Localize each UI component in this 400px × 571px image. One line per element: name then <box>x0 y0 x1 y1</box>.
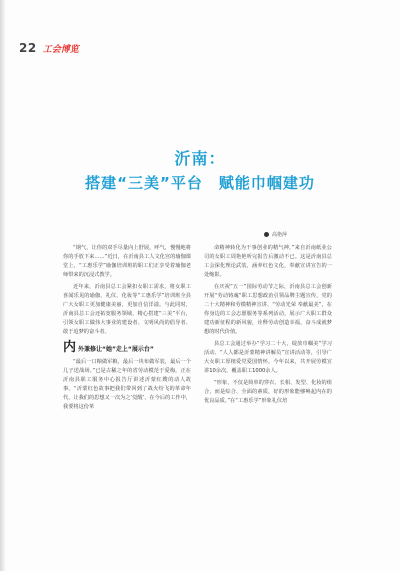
subheading-initial: 内 <box>63 340 77 355</box>
magazine-name: 工会博览 <box>42 44 79 55</box>
right-paragraph-1: 命精神转化为干事创业的精气神。”来自沂南纸业公司的女职工周艳艳听完报告后激动不已。这是沂南县总工会深化理论武装，涵养红色文化，奉献宣讲宣告的一处缩影。 <box>204 245 332 278</box>
right-paragraph-4: “形象，不仅是简单的穿衣、长相、发型、化妆的组合，而是综合、全面的素质，好的形象能够唤起内在的优良品质。”在“工惠乐学”形象礼仪培 <box>204 380 332 404</box>
title-line-2a: 搭建“三美”平台 <box>85 174 203 192</box>
left-paragraph-1: “钢气，让你的双手尽量向上舒展，呼气，慢慢地将你的手放下来……”近日，在沂南县工人文化宫的瑜伽课堂上，“工惠乐学”瑜伽培训班的职工们正享受着瑜伽老师带来的沉浸式教学。 <box>63 245 191 278</box>
left-paragraph-2: 近年来，沂南县总工会紧扣女职工需求，将女职工喜闻乐见的瑜伽、礼仪、化妆等“工惠乐学”培训班全县广大女职工更加健康美丽，更加自信洋溢。与此同时，沂南县总工会还拓宽服务领域，精心搭建“三美”平台，引领女职工做伟大事业的建设者、文明风尚的倡导者、敢于追梦的奋斗者。 <box>63 284 191 335</box>
page-header <box>19 41 79 55</box>
author-name: 高艳萍 <box>272 232 288 238</box>
page-number: 22 <box>19 41 37 55</box>
left-paragraph-3: “最后一口粮做军粮，最后一块布做军装，最后一个儿子送战场。”已是古稀之年的省劳动模范于爱梅，正在沂南县职工服务中心报告厅讲述沂蒙红嫂的动人故事。“沂蒙红色故事把我们带回到了战火纷飞的革命年代，让我们的思想又一次为之‘觉醒’，在今后的工作中，我要将这份革 <box>63 359 191 410</box>
title-line-2 <box>0 172 400 194</box>
byline-dot-icon <box>264 232 269 237</box>
left-column <box>63 244 191 415</box>
title-line-1: 沂南： <box>174 149 226 168</box>
right-column <box>204 244 332 409</box>
subheading-text: 外兼修让“她”走上“展示台” <box>78 346 154 353</box>
right-paragraph-3: 县总工会通过举办“学习二十大，绽放巾帼美”学习活动、“人人都是沂蒙精神讲解员”宣讲活动等，引导广大女职工厚植爱党爱国情怀。今年以来，共开展劳模宣讲10余次，覆盖职工1000余人。 <box>204 341 332 374</box>
title-line-2b: 赋能巾帼建功 <box>218 174 315 192</box>
binding-shadow <box>0 0 6 571</box>
article-title <box>0 148 400 194</box>
section-subheading <box>63 341 191 354</box>
right-paragraph-2: 在庆祝“五一”国际劳动节之际，沂南县总工会创新开展“劳动铸魂”职工思想政治引领品牌主题宣传，党的二十大精神和劳模精神宣讲、“劳动光荣 奉献最美”，在你身边的工会志愿服务等系列活动，展示广大职工群众建功新征程的新风貌，诠释劳动创造幸福，奋斗成就梦想的时代价值。 <box>204 284 332 335</box>
author-byline <box>264 231 287 238</box>
